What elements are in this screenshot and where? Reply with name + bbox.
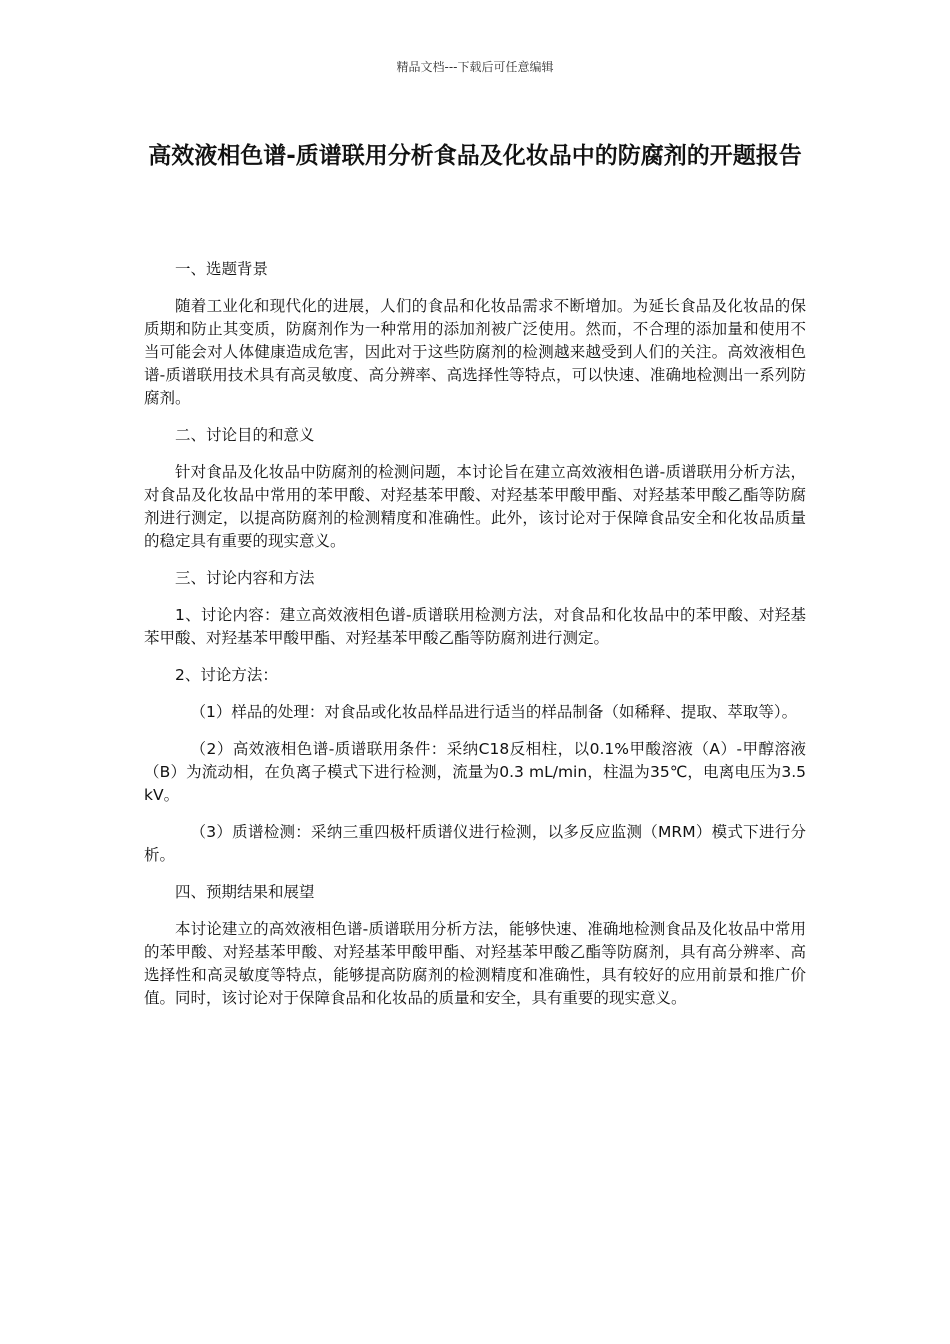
paragraph-research-content: 1、讨论内容：建立高效液相色谱-质谱联用检测方法，对食品和化妆品中的苯甲酸、对羟基苯甲酸、对羟基苯甲酸甲酯、对羟基苯甲酸乙酯等防腐剂进行测定。 xyxy=(144,606,806,647)
header-note: 精品文档---下载后可任意编辑 xyxy=(396,60,554,74)
section-heading-expected-results: 四、预期结果和展望 xyxy=(175,883,315,901)
document-body xyxy=(144,258,806,1024)
document-title: 高效液相色谱-质谱联用分析食品及化妆品中的防腐剂的开题报告 xyxy=(148,143,802,169)
paragraph-ms-detection: （3）质谱检测：采纳三重四极杆质谱仪进行检测，以多反应监测（MRM）模式下进行分析。 xyxy=(144,823,806,864)
paragraph-research-method-heading: 2、讨论方法： xyxy=(175,666,278,684)
section-heading-purpose: 二、讨论目的和意义 xyxy=(175,426,315,444)
section-heading-background: 一、选题背景 xyxy=(175,260,269,278)
paragraph-expected-results: 本讨论建立的高效液相色谱-质谱联用分析方法，能够快速、准确地检测食品及化妆品中常用的苯甲酸、对羟基苯甲酸、对羟基苯甲酸甲酯、对羟基苯甲酸乙酯等防腐剂，具有高分辨率、高选择性和高灵敏度等特点，能够提高防腐剂的检测精度和准确性，具有较好的应用前景和推广价值。同时，该讨论对于保障食品和化妆品的质量和安全，具有重要的现实意义。 xyxy=(144,920,806,1007)
paragraph-hplc-ms-conditions: （2）高效液相色谱-质谱联用条件：采纳C18反相柱，以0.1%甲酸溶液（A）-甲醇溶液（B）为流动相，在负离子模式下进行检测，流量为0.3 mL/min，柱温为35℃，电离电压为3.5 kV。 xyxy=(144,740,806,804)
paragraph-sample-processing: （1）样品的处理：对食品或化妆品样品进行适当的样品制备（如稀释、提取、萃取等）。 xyxy=(190,703,798,721)
paragraph-background: 随着工业化和现代化的进展，人们的食品和化妆品需求不断增加。为延长食品及化妆品的保质期和防止其变质，防腐剂作为一种常用的添加剂被广泛使用。然而，不合理的添加量和使用不当可能会对人体健康造成危害，因此对于这些防腐剂的检测越来越受到人们的关注。高效液相色谱-质谱联用技术具有高灵敏度、高分辨率、高选择性等特点，可以快速、准确地检测出一系列防腐剂。 xyxy=(144,297,806,407)
section-heading-methods: 三、讨论内容和方法 xyxy=(175,569,315,587)
paragraph-purpose: 针对食品及化妆品中防腐剂的检测问题，本讨论旨在建立高效液相色谱-质谱联用分析方法，对食品及化妆品中常用的苯甲酸、对羟基苯甲酸、对羟基苯甲酸甲酯、对羟基苯甲酸乙酯等防腐剂进行测定，以提高防腐剂的检测精度和准确性。此外，该讨论对于保障食品安全和化妆品质量的稳定具有重要的现实意义。 xyxy=(144,463,806,550)
